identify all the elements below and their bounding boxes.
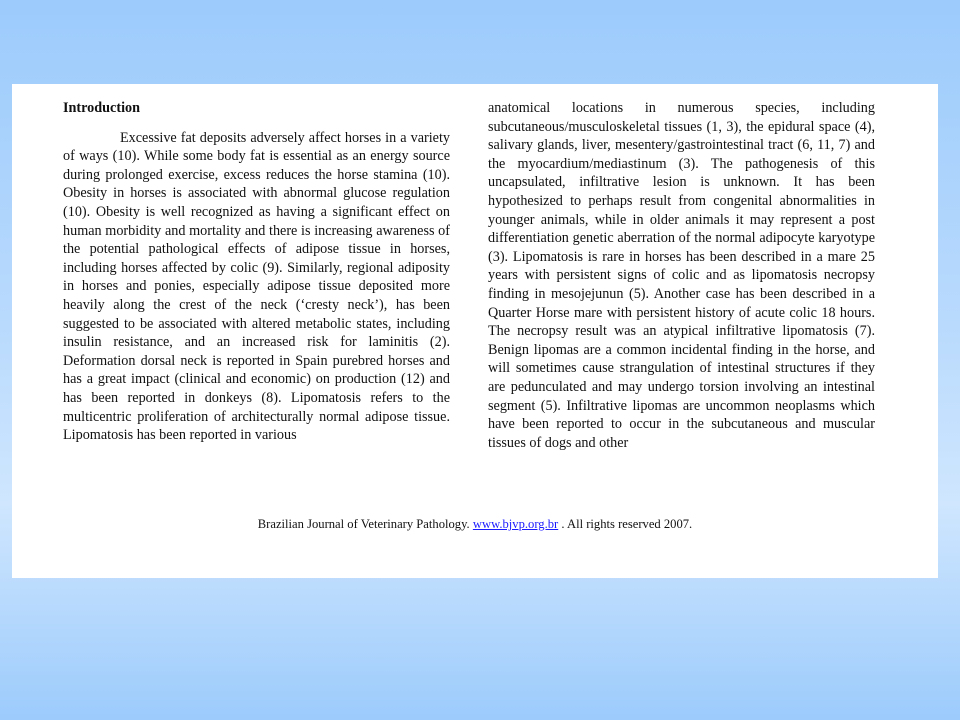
continued-paragraph: anatomical locations in numerous species, including subcutaneous/musculoskeletal tissues (1, 3), the epidural space (4), salivary glands, liver, mesentery/gastrointestinal tract (6, 11, 7) and the myocardium/mediastinum (3). The pathogenesis of this uncapsulated, infiltrative lesion is unknown. It has been hypothesized to perhaps result from congenital abnormalities in younger animals, while in older animals it may represent a post differentiation genetic aberration of the normal adipocyte karyotype (3). Lipomatosis is rare in horses has been described in a mare 25 years with persistent signs of colic and as lipomatosis necropsy finding in mesojejunun (5). Another case has been described in a Quarter Horse mare with persistent history of acute colic 18 hours. The necropsy result was an atypical infiltrative lipomatosis (7). Benign lipomas are a common incidental finding in the horse, and will sometimes cause strangulation of intestinal structures if they are pedunculated and may undergo torsion involving an intestinal segment (5). Infiltrative lipomas are uncommon neoplasms which have been reported to occur in the subcutaneous and muscular tissues of dogs and other	[488, 100, 875, 451]
footer-rights: . All rights reserved 2007.	[561, 517, 693, 531]
page-footer	[12, 517, 938, 532]
section-heading: Introduction	[63, 100, 140, 116]
document-page	[12, 84, 938, 578]
footer-journal: Brazilian Journal of Veterinary Pathology.	[257, 517, 470, 531]
footer-link[interactable]: www.bjvp.org.br	[472, 517, 559, 531]
left-column	[63, 99, 450, 445]
intro-paragraph: Excessive fat deposits adversely affect horses in a variety of ways (10). While some body fat is essential as an energy source during prolonged exercise, excess reduces the horse stamina (10). Obesity in horses is associated with abnormal glucose regulation (10). Obesity is well recognized as having a significant effect on human morbidity and mortality and there is increasing awareness of the potential pathological effects of adipose tissue in horses, including horses affected by colic (9). Similarly, regional adiposity in horses and ponies, especially adipose tissue deposited more heavily along the crest of the neck (‘cresty neck’), has been suggested to be associated with altered metabolic states, including insulin resistance, and an increased risk for laminitis (2). Deformation dorsal neck is reported in Spain purebred horses and has a great impact (clinical and economic) on production (12) and has been reported in donkeys (8). Lipomatosis refers to the multicentric proliferation of architecturally normal adipose tissue. Lipomatosis has been reported in various	[63, 129, 450, 444]
right-column	[488, 99, 875, 452]
